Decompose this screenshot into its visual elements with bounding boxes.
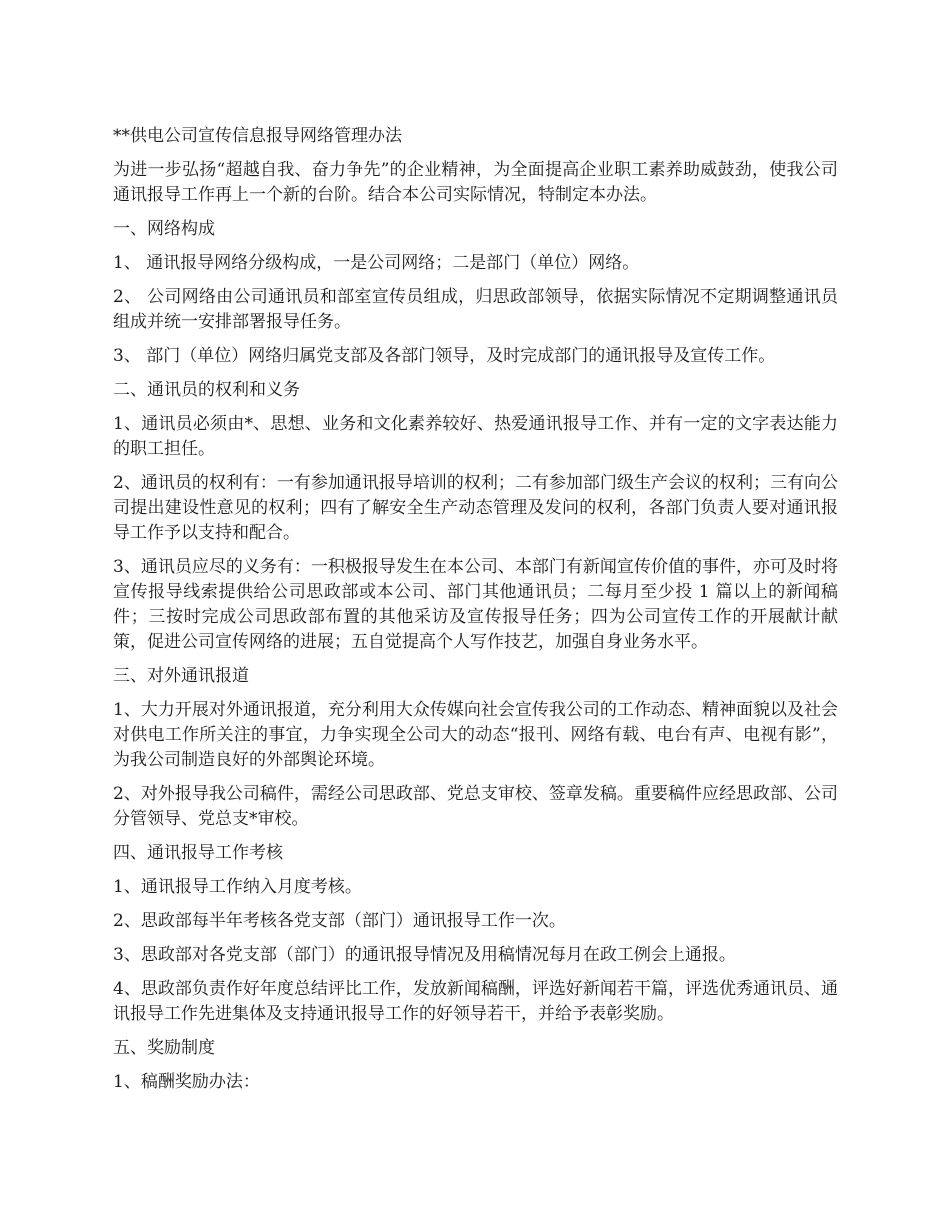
paragraph-network-1: 1、 通讯报导网络分级构成，一是公司网络；二是部门（单位）网络。 (113, 253, 640, 273)
paragraph-rewards-1: 1、稿酬奖励办法： (113, 1072, 260, 1092)
paragraph-rights-2: 2、通讯员的权利有：一有参加通讯报导培训的权利；二有参加部门级生产会议的权利；三有向公司提出建设性意见的权利；四有了解安全生产动态管理及发问的权利，各部门负责人要对通讯报导工作予以支持和配合。 (113, 473, 838, 543)
paragraph-external-2: 2、对外报导我公司稿件，需经公司思政部、党总支审校、签章发稿。重要稿件应经思政部、公司分管领导、党总支*审校。 (113, 784, 838, 829)
paragraph-network-3: 3、 部门（单位）网络归属党支部及各部门领导，及时完成部门的通讯报导及宣传工作。 (113, 346, 776, 366)
section-heading-rights: 二、通讯员的权利和义务 (113, 380, 300, 400)
section-heading-network: 一、网络构成 (113, 219, 215, 239)
paragraph-assessment-1: 1、通讯报导工作纳入月度考核。 (113, 877, 362, 897)
section-heading-external: 三、对外通讯报道 (113, 666, 249, 686)
document-title: **供电公司宣传信息报导网络管理办法 (113, 126, 402, 146)
paragraph-assessment-4: 4、思政部负责作好年度总结评比工作，发放新闻稿酬，评选好新闻若干篇，评选优秀通讯员、通讯报导工作先进集体及支持通讯报导工作的好领导若干，并给予表彰奖励。 (113, 979, 838, 1024)
document-page (113, 124, 838, 1104)
paragraph-rights-1: 1、通讯员必须由*、思想、业务和文化素养较好、热爱通讯报导工作、并有一定的文字表达能力的职工担任。 (113, 414, 838, 459)
paragraph-external-1: 1、大力开展对外通讯报道，充分利用大众传媒向社会宣传我公司的工作动态、精神面貌以及社会对供电工作所关注的事宜，力争实现全公司大的动态“报刊、网络有载、电台有声、电视有影”，为我公司制造良好的外部舆论环境。 (113, 700, 838, 770)
section-heading-rewards: 五、奖励制度 (113, 1038, 215, 1058)
paragraph-network-2: 2、 公司网络由公司通讯员和部室宣传员组成，归思政部领导，依据实际情况不定期调整通讯员组成并统一安排部署报导任务。 (113, 287, 838, 332)
paragraph-assessment-2: 2、思政部每半年考核各党支部（部门）通讯报导工作一次。 (113, 911, 566, 931)
section-heading-assessment: 四、通讯报导工作考核 (113, 843, 283, 863)
paragraph-assessment-3: 3、思政部对各党支部（部门）的通讯报导情况及用稿情况每月在政工例会上通报。 (113, 945, 736, 965)
paragraph-intro: 为进一步弘扬“超越自我、奋力争先”的企业精神，为全面提高企业职工素养助威鼓劲，使我公司通讯报导工作再上一个新的台阶。结合本公司实际情况，特制定本办法。 (113, 160, 838, 205)
paragraph-rights-3: 3、通讯员应尽的义务有：一积极报导发生在本公司、本部门有新闻宣传价值的事件，亦可及时将宣传报导线索提供给公司思政部或本公司、部门其他通讯员；二每月至少投 1 篇以上的新闻稿件；三按时完成公司思政部布置的其他采访及宣传报导任务；四为公司宣传工作的开展献计献策，促进公司宣传网络的进展；五自觉提高个人写作技艺，加强自身业务水平。 (113, 557, 838, 652)
